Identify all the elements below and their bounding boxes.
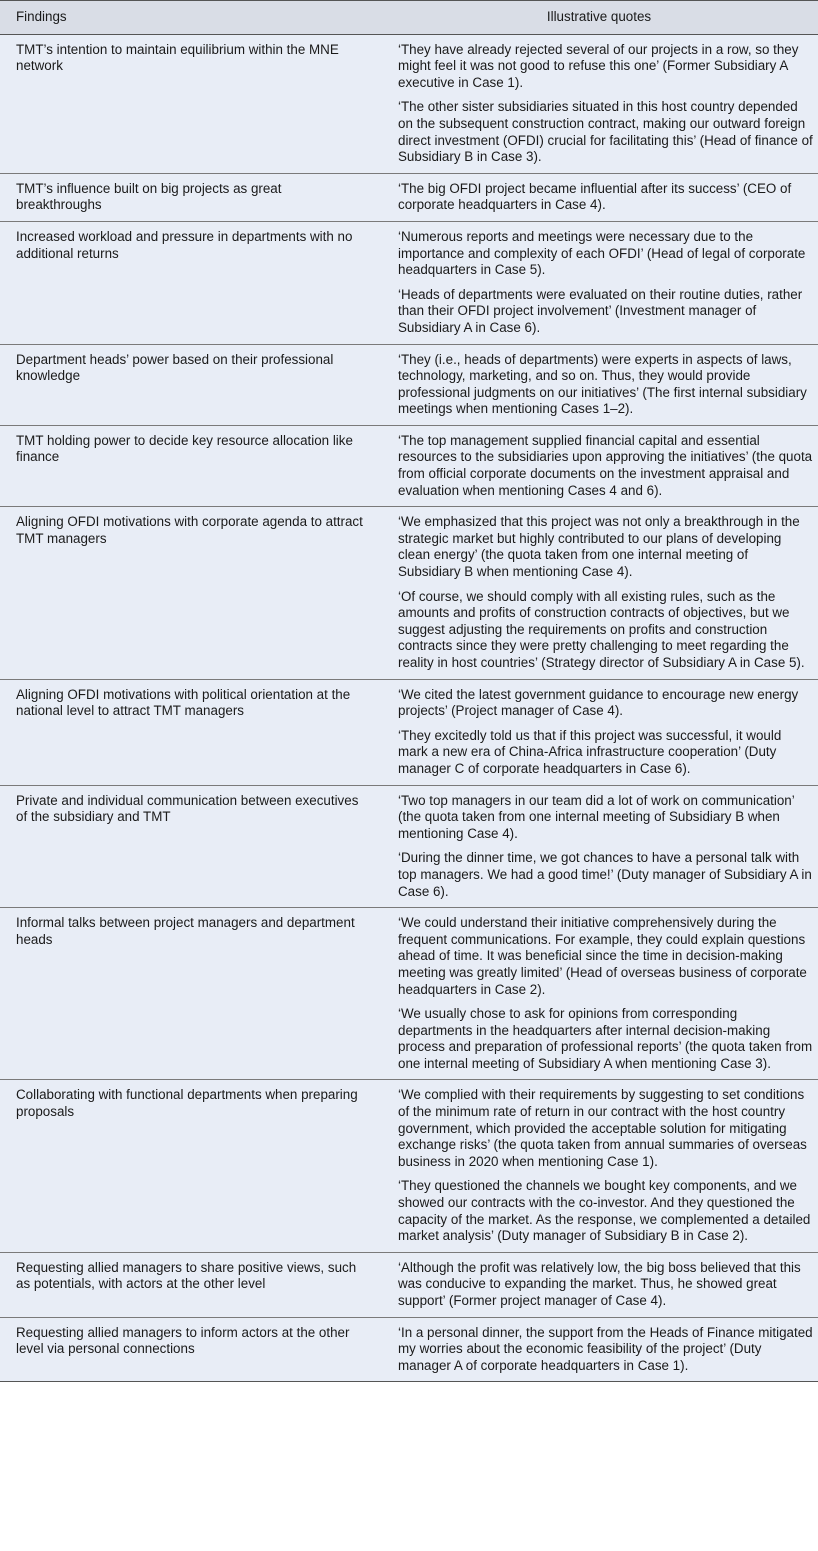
table-row (0, 1080, 818, 1252)
quote-text: ‘Heads of departments were evaluated on their routine duties, rather than their OFDI project involvement’ (Investment manager of Subsidiary A in Case 6). (398, 286, 803, 335)
quote-text: ‘They have already rejected several of our projects in a row, so they might feel it was not good to refuse this one’ (Former Subsidiary A executive in Case 1). (398, 41, 799, 90)
quotes-cell (380, 908, 818, 1080)
finding-cell: Informal talks between project managers and department heads (0, 908, 380, 1080)
quotes-cell (380, 34, 818, 173)
quote-text: ‘We emphasized that this project was not only a breakthrough in the strategic market but highly contributed to our plans of developing clean energy’ (the quota taken from one internal meeting of Subsidiary B when mentioning Case 4). (398, 514, 800, 580)
finding-cell: Increased workload and pressure in departments with no additional returns (0, 221, 380, 344)
table-row (0, 1252, 818, 1317)
quote-text: ‘Numerous reports and meetings were necessary due to the importance and complexity of each OFDI’ (Head of legal of corporate headquarters in Case 5). (398, 228, 806, 278)
quote-text: ‘They excitedly told us that if this project was successful, it would mark a new era of China-Africa infrastructure cooperation’ (Duty manager C of corporate headquarters in Case 6). (398, 727, 782, 776)
table-row (0, 1317, 818, 1382)
table-row (0, 173, 818, 221)
quote-text: ‘The top management supplied financial capital and essential resources to the subsidiaries upon approving the initiatives’ (the quota from official corporate documents on the investment appraisal and evaluation when mentioning Cases 4 and 6). (398, 432, 813, 498)
quote-text: ‘Although the profit was relatively low, the big boss believed that this was conducive to expanding the market. Thus, he showed great support’ (Former project manager of Case 4). (398, 1259, 801, 1308)
header-row (0, 1, 818, 35)
table-body (0, 34, 818, 1382)
quotes-cell (380, 507, 818, 679)
table-row (0, 679, 818, 785)
findings-column-header: Findings (0, 1, 380, 35)
table-row (0, 507, 818, 679)
quote-text: ‘In a personal dinner, the support from the Heads of Finance mitigated my worries about the economic feasibility of the project’ (Duty manager A of corporate headquarters in Case 1). (398, 1324, 813, 1373)
quotes-cell (380, 173, 818, 221)
quote-text: ‘The other sister subsidiaries situated in this host country depended on the subsequent construction contract, making our outward foreign direct investment (OFDI) crucial for facilitating this’ (Head of finance of Subsidiary B in Case 3). (398, 99, 813, 165)
quote-text: ‘During the dinner time, we got chances to have a personal talk with top managers. We had a good time!’ (Duty manager of Subsidiary A in Case 6). (398, 850, 812, 899)
table-row (0, 425, 818, 506)
finding-cell: Department heads’ power based on their professional knowledge (0, 344, 380, 425)
quotes-cell (380, 344, 818, 425)
finding-cell: Private and individual communication between executives of the subsidiary and TMT (0, 785, 380, 908)
table-row (0, 34, 818, 173)
finding-cell: TMT holding power to decide key resource allocation like finance (0, 425, 380, 506)
quote-text: ‘They (i.e., heads of departments) were experts in aspects of laws, technology, marketing, and so on. Thus, they would provide professional judgments on our initiatives’ (The first internal subsidiary meetings when mentioning Cases 1–2). (398, 351, 807, 417)
quotes-cell (380, 221, 818, 344)
finding-cell: Aligning OFDI motivations with corporate agenda to attract TMT managers (0, 507, 380, 679)
quote-text: ‘Two top managers in our team did a lot of work on communication’ (the quota taken from one internal meeting of Subsidiary B when mentioning Case 4). (398, 792, 795, 841)
quotes-cell (380, 1080, 818, 1252)
quotes-cell (380, 1317, 818, 1382)
quotes-cell (380, 785, 818, 908)
finding-cell: TMT’s influence built on big projects as great breakthroughs (0, 173, 380, 221)
finding-cell: Requesting allied managers to inform actors at the other level via personal connections (0, 1317, 380, 1382)
table-row (0, 908, 818, 1080)
finding-cell: Collaborating with functional departments when preparing proposals (0, 1080, 380, 1252)
quote-text: ‘We usually chose to ask for opinions from corresponding departments in the headquarters after internal decision-making process and preparation of professional reports’ (the quota taken from one internal meeting of Subsidiary A when mentioning Case 3). (398, 1006, 813, 1071)
finding-cell: Aligning OFDI motivations with political orientation at the national level to attract TMT managers (0, 679, 380, 785)
table-header (0, 1, 818, 35)
table-row (0, 344, 818, 425)
table-row (0, 785, 818, 908)
quote-text: ‘Of course, we should comply with all existing rules, such as the amounts and profits of construction contracts of objectives, but we suggest adjusting the requirements on profits and construction contracts since they were pretty challenging to meet regarding the reality in host countries’ (Strategy director of Subsidiary A in Case 5). (398, 588, 805, 670)
quotes-cell (380, 425, 818, 506)
table-row (0, 221, 818, 344)
quote-text: ‘The big OFDI project became influential after its success’ (CEO of corporate headquarters in Case 4). (398, 180, 792, 213)
quote-text: ‘They questioned the channels we bought key components, and we showed our contracts with the co-investor. And they questioned the capacity of the market. As the response, we complemented a detailed market analysis’ (Duty manager of Subsidiary B in Case 2). (398, 1178, 811, 1244)
quotes-cell (380, 679, 818, 785)
quote-text: ‘We cited the latest government guidance to encourage new energy projects’ (Project manager of Case 4). (398, 686, 799, 719)
finding-cell: TMT’s intention to maintain equilibrium within the MNE network (0, 34, 380, 173)
quote-text: ‘We could understand their initiative comprehensively during the frequent communications. For example, they could explain questions ahead of time. It was beneficial since the time in decision-making meeting was greatly limited’ (Head of overseas business of corporate headquarters in Case 2). (398, 915, 807, 997)
quotes-cell (380, 1252, 818, 1317)
finding-cell: Requesting allied managers to share positive views, such as potentials, with actors at the other level (0, 1252, 380, 1317)
quote-text: ‘We complied with their requirements by suggesting to set conditions of the minimum rate of return in our contract with the host country government, which provided the acceptable solution for mitigating exchange risks’ (the quota taken from annual summaries of overseas business in 2020 when mentioning Case 1). (398, 1087, 807, 1169)
quotes-column-header: Illustrative quotes (380, 1, 818, 35)
